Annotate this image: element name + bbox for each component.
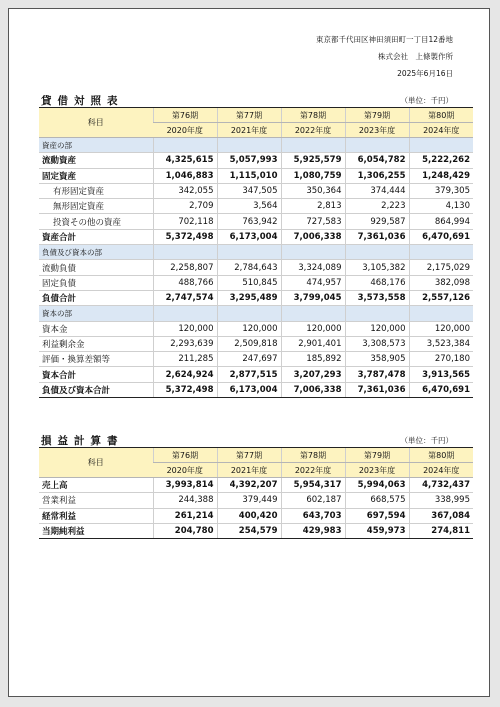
value-cell: 3,799,045 <box>281 290 345 305</box>
value-cell: 727,583 <box>281 214 345 229</box>
value-cell: 1,115,010 <box>217 168 281 183</box>
row-label: 無形固定資産 <box>39 199 153 214</box>
value-cell: 4,392,207 <box>217 478 281 493</box>
value-cell: 6,470,691 <box>409 382 473 397</box>
value-cell <box>217 306 281 321</box>
period-term: 第78期 <box>281 448 345 463</box>
table-row <box>39 336 473 351</box>
table-row <box>39 493 473 508</box>
value-cell: 4,325,615 <box>153 153 217 168</box>
value-cell: 5,372,498 <box>153 229 217 244</box>
period-year: 2020年度 <box>153 463 217 478</box>
row-label: 有形固定資産 <box>39 183 153 198</box>
value-cell: 7,006,338 <box>281 382 345 397</box>
value-cell: 2,258,807 <box>153 260 217 275</box>
period-year: 2022年度 <box>281 463 345 478</box>
table-row <box>39 153 473 168</box>
value-cell <box>281 138 345 153</box>
period-year: 2021年度 <box>217 123 281 138</box>
value-cell <box>281 245 345 260</box>
value-cell: 2,784,643 <box>217 260 281 275</box>
value-cell: 185,892 <box>281 352 345 367</box>
value-cell: 3,324,089 <box>281 260 345 275</box>
value-cell: 254,579 <box>217 523 281 538</box>
balance-sheet-body <box>39 138 473 398</box>
value-cell: 270,180 <box>409 352 473 367</box>
section-row <box>39 306 473 321</box>
period-year: 2022年度 <box>281 123 345 138</box>
value-cell: 6,173,004 <box>217 382 281 397</box>
value-cell: 929,587 <box>345 214 409 229</box>
period-term: 第79期 <box>345 108 409 123</box>
table-row <box>39 168 473 183</box>
value-cell <box>153 138 217 153</box>
value-cell: 2,747,574 <box>153 290 217 305</box>
label-header: 科目 <box>39 108 153 138</box>
value-cell: 5,222,262 <box>409 153 473 168</box>
period-term: 第76期 <box>153 108 217 123</box>
value-cell: 244,388 <box>153 493 217 508</box>
value-cell: 468,176 <box>345 275 409 290</box>
value-cell <box>217 245 281 260</box>
period-term: 第79期 <box>345 448 409 463</box>
row-label: 固定資産 <box>39 168 153 183</box>
section-row <box>39 245 473 260</box>
row-label: 資本金 <box>39 321 153 336</box>
value-cell: 120,000 <box>345 321 409 336</box>
table-row <box>39 382 473 397</box>
value-cell: 3,308,573 <box>345 336 409 351</box>
period-year: 2024年度 <box>409 123 473 138</box>
value-cell: 3,564 <box>217 199 281 214</box>
value-cell: 342,055 <box>153 183 217 198</box>
value-cell: 2,877,515 <box>217 367 281 382</box>
value-cell: 4,732,437 <box>409 478 473 493</box>
row-label: 負債合計 <box>39 290 153 305</box>
value-cell: 347,505 <box>217 183 281 198</box>
period-year: 2021年度 <box>217 463 281 478</box>
period-year: 2023年度 <box>345 463 409 478</box>
value-cell: 3,787,478 <box>345 367 409 382</box>
period-term: 第77期 <box>217 448 281 463</box>
row-label: 営業利益 <box>39 493 153 508</box>
value-cell: 1,080,759 <box>281 168 345 183</box>
value-cell: 3,207,293 <box>281 367 345 382</box>
value-cell: 3,295,489 <box>217 290 281 305</box>
table-row <box>39 229 473 244</box>
value-cell <box>409 138 473 153</box>
document-date: 2025年6月16日 <box>397 69 453 78</box>
value-cell <box>281 306 345 321</box>
row-label: 固定負債 <box>39 275 153 290</box>
value-cell: 2,624,924 <box>153 367 217 382</box>
row-label: 当期純利益 <box>39 523 153 538</box>
value-cell: 120,000 <box>217 321 281 336</box>
row-label: 評価・換算差額等 <box>39 352 153 367</box>
table-row <box>39 523 473 538</box>
value-cell: 668,575 <box>345 493 409 508</box>
row-label: 売上高 <box>39 478 153 493</box>
period-term: 第78期 <box>281 108 345 123</box>
value-cell: 474,957 <box>281 275 345 290</box>
value-cell: 702,118 <box>153 214 217 229</box>
value-cell: 5,925,579 <box>281 153 345 168</box>
value-cell: 247,697 <box>217 352 281 367</box>
row-label: 資産合計 <box>39 229 153 244</box>
value-cell: 338,995 <box>409 493 473 508</box>
value-cell: 3,913,565 <box>409 367 473 382</box>
value-cell: 5,057,993 <box>217 153 281 168</box>
value-cell: 2,293,639 <box>153 336 217 351</box>
value-cell: 429,983 <box>281 523 345 538</box>
value-cell: 5,372,498 <box>153 382 217 397</box>
period-year: 2023年度 <box>345 123 409 138</box>
value-cell: 3,993,814 <box>153 478 217 493</box>
value-cell: 7,006,338 <box>281 229 345 244</box>
section-label: 負債及び資本の部 <box>39 245 153 260</box>
value-cell: 643,703 <box>281 508 345 523</box>
table-row <box>39 199 473 214</box>
value-cell: 2,223 <box>345 199 409 214</box>
document-page <box>8 8 490 697</box>
income-statement-table <box>39 447 473 539</box>
value-cell: 5,954,317 <box>281 478 345 493</box>
value-cell: 3,523,384 <box>409 336 473 351</box>
value-cell <box>409 306 473 321</box>
value-cell <box>345 138 409 153</box>
row-label: 投資その他の資産 <box>39 214 153 229</box>
table-row <box>39 260 473 275</box>
table-row <box>39 352 473 367</box>
value-cell: 864,994 <box>409 214 473 229</box>
period-term: 第80期 <box>409 108 473 123</box>
value-cell: 2,709 <box>153 199 217 214</box>
value-cell: 6,173,004 <box>217 229 281 244</box>
section-label: 資産の部 <box>39 138 153 153</box>
row-label: 流動資産 <box>39 153 153 168</box>
value-cell: 350,364 <box>281 183 345 198</box>
value-cell: 1,046,883 <box>153 168 217 183</box>
value-cell: 382,098 <box>409 275 473 290</box>
value-cell: 120,000 <box>281 321 345 336</box>
value-cell: 120,000 <box>409 321 473 336</box>
table-row <box>39 321 473 336</box>
value-cell: 3,573,558 <box>345 290 409 305</box>
balance-sheet-unit: （単位：千円） <box>400 96 453 105</box>
income-statement-body <box>39 478 473 539</box>
income-statement-unit: （単位：千円） <box>400 436 453 445</box>
row-label: 利益剰余金 <box>39 336 153 351</box>
value-cell: 602,187 <box>281 493 345 508</box>
section-row <box>39 138 473 153</box>
value-cell: 6,054,782 <box>345 153 409 168</box>
table-row <box>39 214 473 229</box>
value-cell: 4,130 <box>409 199 473 214</box>
income-statement-title: 損益計算書 <box>41 435 124 447</box>
value-cell: 459,973 <box>345 523 409 538</box>
period-term: 第76期 <box>153 448 217 463</box>
row-label: 資本合計 <box>39 367 153 382</box>
value-cell: 1,248,429 <box>409 168 473 183</box>
value-cell: 367,084 <box>409 508 473 523</box>
value-cell: 697,594 <box>345 508 409 523</box>
period-year: 2024年度 <box>409 463 473 478</box>
value-cell: 1,306,255 <box>345 168 409 183</box>
value-cell: 763,942 <box>217 214 281 229</box>
period-year: 2020年度 <box>153 123 217 138</box>
value-cell: 379,449 <box>217 493 281 508</box>
table-row <box>39 508 473 523</box>
value-cell: 400,420 <box>217 508 281 523</box>
value-cell: 274,811 <box>409 523 473 538</box>
balance-sheet-title: 貸借対照表 <box>41 95 124 107</box>
value-cell: 2,175,029 <box>409 260 473 275</box>
value-cell <box>345 306 409 321</box>
company-address: 東京都千代田区神田須田町一丁目12番地 <box>315 35 453 44</box>
value-cell: 204,780 <box>153 523 217 538</box>
value-cell: 379,305 <box>409 183 473 198</box>
table-row <box>39 275 473 290</box>
row-label: 経常利益 <box>39 508 153 523</box>
company-name: 株式会社 上條製作所 <box>378 52 453 61</box>
value-cell: 261,214 <box>153 508 217 523</box>
value-cell <box>409 245 473 260</box>
value-cell: 488,766 <box>153 275 217 290</box>
label-header: 科目 <box>39 448 153 478</box>
value-cell: 2,901,401 <box>281 336 345 351</box>
value-cell: 6,470,691 <box>409 229 473 244</box>
table-row <box>39 367 473 382</box>
value-cell: 7,361,036 <box>345 382 409 397</box>
value-cell: 3,105,382 <box>345 260 409 275</box>
period-term: 第77期 <box>217 108 281 123</box>
value-cell <box>345 245 409 260</box>
value-cell <box>217 138 281 153</box>
value-cell: 2,813 <box>281 199 345 214</box>
value-cell: 2,509,818 <box>217 336 281 351</box>
table-row <box>39 478 473 493</box>
value-cell <box>153 245 217 260</box>
value-cell: 5,994,063 <box>345 478 409 493</box>
value-cell: 120,000 <box>153 321 217 336</box>
value-cell: 374,444 <box>345 183 409 198</box>
value-cell: 211,285 <box>153 352 217 367</box>
table-row <box>39 183 473 198</box>
value-cell: 2,557,126 <box>409 290 473 305</box>
period-term: 第80期 <box>409 448 473 463</box>
row-label: 負債及び資本合計 <box>39 382 153 397</box>
row-label: 流動負債 <box>39 260 153 275</box>
value-cell: 358,905 <box>345 352 409 367</box>
value-cell <box>153 306 217 321</box>
balance-sheet-table <box>39 107 473 398</box>
table-row <box>39 290 473 305</box>
value-cell: 510,845 <box>217 275 281 290</box>
value-cell: 7,361,036 <box>345 229 409 244</box>
section-label: 資本の部 <box>39 306 153 321</box>
